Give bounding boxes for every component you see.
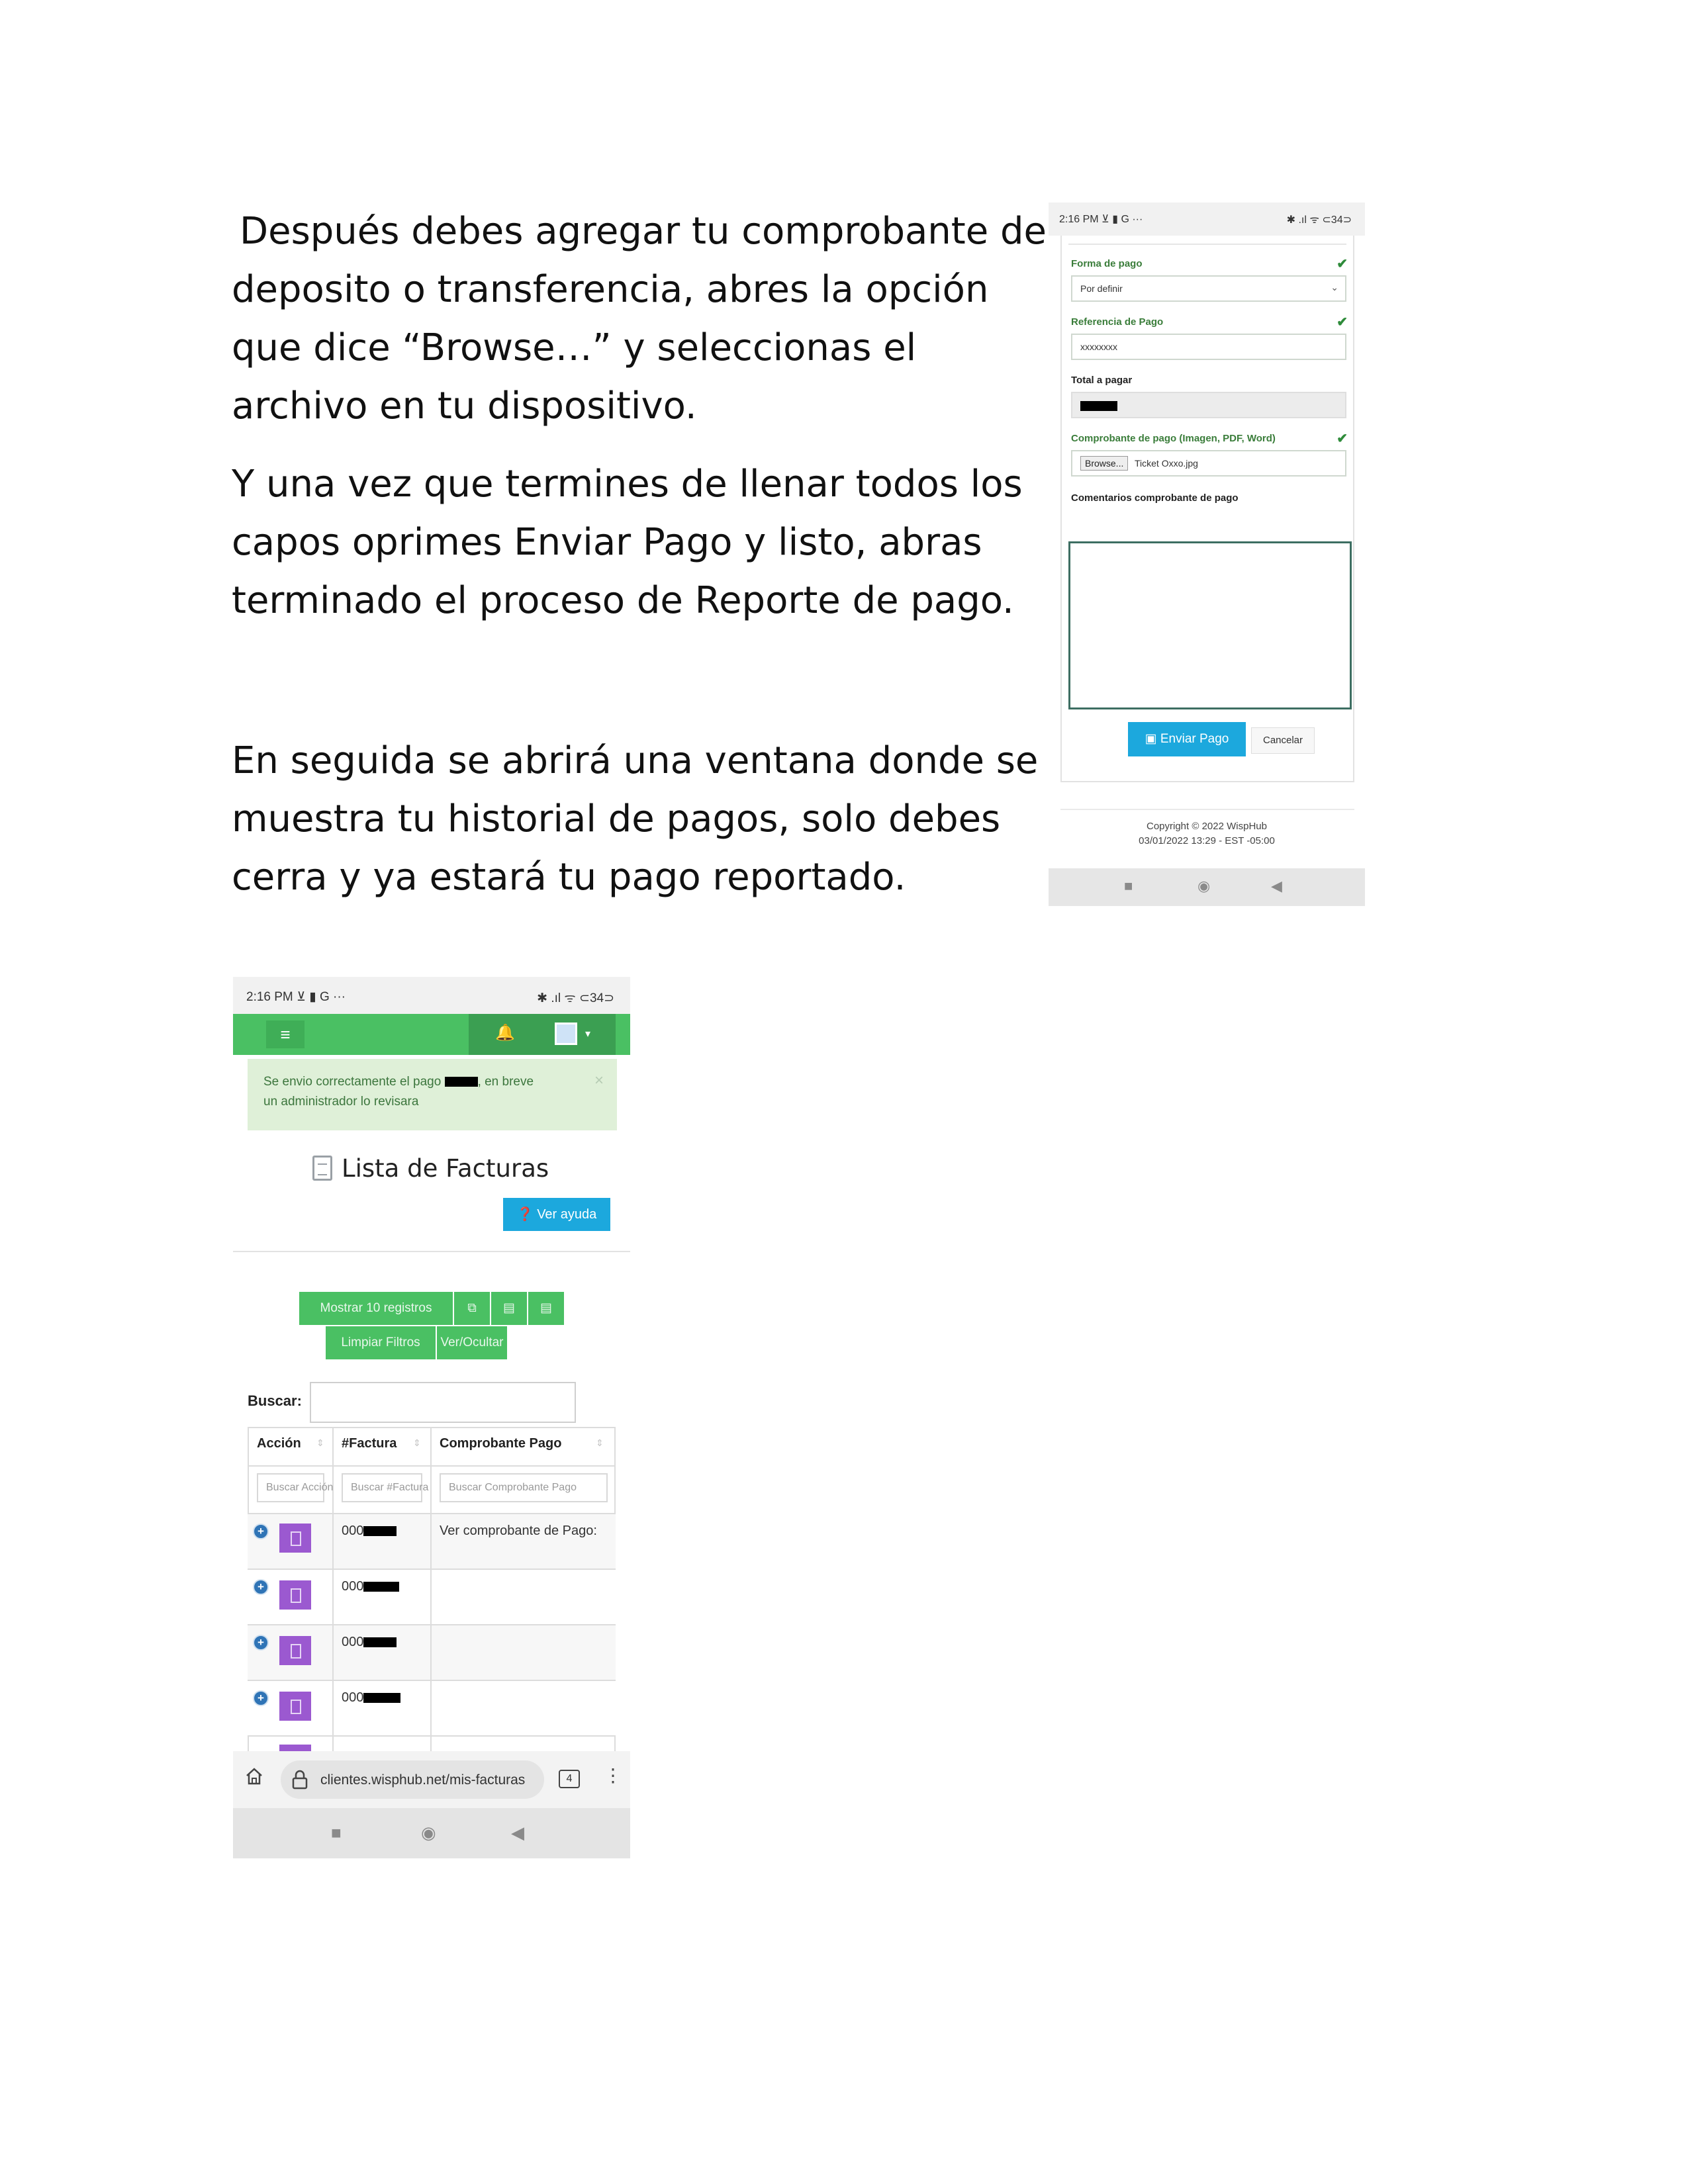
android-nav-bar — [233, 1808, 630, 1858]
sort-icon[interactable]: ⇕ — [596, 1437, 604, 1448]
caret-down-icon: ▾ — [585, 1028, 591, 1040]
payment-form-card — [1060, 236, 1354, 782]
alert-line-2: un administrador lo revisara — [263, 1095, 419, 1109]
sort-icon[interactable]: ⇕ — [413, 1437, 421, 1448]
save-icon: ▣ — [1145, 732, 1160, 746]
total-field — [1071, 392, 1346, 418]
receipt-label: Comprobante de pago (Imagen, PDF, Word) — [1071, 433, 1276, 444]
text-line: terminado el proceso de Reporte de pago. — [232, 579, 1014, 622]
pdf-icon[interactable]: ▤ — [528, 1292, 564, 1325]
invoice-document-icon[interactable] — [279, 1524, 311, 1553]
address-bar[interactable] — [281, 1760, 544, 1799]
invoice-prefix: 000 — [342, 1690, 364, 1705]
url-text: clientes.wisphub.net/mis-facturas — [320, 1772, 526, 1788]
filter-action-input[interactable]: Buscar Acción — [257, 1473, 324, 1502]
status-bar — [233, 977, 630, 1014]
comments-label: Comentarios comprobante de pago — [1071, 492, 1239, 504]
text-line: Después debes agregar tu comprobante de — [240, 210, 1047, 253]
receipt-file-input[interactable] — [1071, 450, 1346, 477]
receipt-link[interactable]: Ver comprobante de Pago: — [440, 1524, 597, 1538]
user-menu[interactable] — [541, 1014, 616, 1055]
table-border — [248, 1465, 616, 1467]
invoice-document-icon[interactable] — [279, 1692, 311, 1721]
redacted-invoice — [363, 1693, 400, 1703]
invoice-number — [342, 1635, 397, 1650]
instruction-paragraph-1 — [232, 203, 1047, 435]
browser-bar — [233, 1751, 630, 1808]
footer-copyright: Copyright © 2022 WispHub — [1147, 821, 1267, 832]
divider — [1060, 809, 1354, 810]
check-icon: ✔ — [1336, 315, 1348, 330]
send-payment-button[interactable] — [1128, 722, 1246, 756]
file-name: Ticket Oxxo.jpg — [1135, 458, 1198, 469]
help-button-label: Ver ayuda — [537, 1207, 597, 1222]
android-nav-bar — [1049, 868, 1365, 906]
text-line: capos oprimes Enviar Pago y listo, abras — [232, 521, 982, 564]
filter-invoice-input[interactable]: Buscar #Factura — [342, 1473, 422, 1502]
expand-row-icon[interactable]: + — [253, 1524, 269, 1539]
table-border — [248, 1427, 616, 1428]
filter-receipt-input[interactable]: Buscar Comprobante Pago — [440, 1473, 608, 1502]
show-hide-button[interactable]: Ver/Ocultar — [437, 1326, 507, 1359]
show-records-button[interactable]: Mostrar 10 registros — [299, 1292, 453, 1325]
payment-form-screenshot — [1049, 203, 1365, 906]
text-line: archivo en tu dispositivo. — [232, 385, 697, 428]
reference-label: Referencia de Pago — [1071, 316, 1164, 328]
nav-circle-icon[interactable]: ◉ — [1197, 878, 1211, 894]
invoice-number — [342, 1579, 399, 1594]
payment-method-label: Forma de pago — [1071, 258, 1143, 269]
text-line: Y una vez que termines de llenar todos los — [232, 463, 1023, 506]
help-button[interactable] — [503, 1198, 610, 1231]
menu-icon[interactable]: ≡ — [266, 1021, 305, 1048]
search-input[interactable] — [310, 1382, 576, 1423]
alert-line-1 — [263, 1072, 601, 1092]
bell-icon: 🔔 — [495, 1024, 515, 1042]
divider — [233, 1251, 630, 1252]
avatar — [555, 1023, 577, 1045]
payment-method-value: Por definir — [1080, 283, 1123, 294]
text-line: muestra tu historial de pagos, solo debes — [232, 797, 1001, 841]
table-border — [248, 1680, 616, 1681]
home-icon[interactable] — [245, 1767, 263, 1786]
table-border — [248, 1569, 616, 1570]
copy-icon[interactable]: ⧉ — [454, 1292, 490, 1325]
footer-datetime: 03/01/2022 13:29 - EST -05:00 — [1139, 835, 1275, 846]
reference-value: xxxxxxxx — [1080, 341, 1117, 352]
column-header-action[interactable]: Acción — [257, 1436, 301, 1451]
redacted-amount — [1080, 401, 1117, 411]
table-border — [332, 1514, 334, 1752]
app-top-bar — [233, 1014, 630, 1055]
text-line: deposito o transferencia, abres la opción — [232, 268, 989, 311]
close-icon[interactable]: × — [594, 1071, 604, 1089]
text-line: que dice “Browse…” y seleccionas el — [232, 326, 917, 369]
status-icons: ✱ .ıl ᯤ ⊂34⊃ — [1286, 214, 1352, 226]
comments-textarea[interactable] — [1068, 541, 1352, 709]
column-header-receipt[interactable]: Comprobante Pago — [440, 1436, 562, 1451]
question-icon: ❓ — [516, 1207, 534, 1222]
more-options-icon[interactable]: ⋮ — [604, 1765, 622, 1786]
reference-input[interactable] — [1071, 334, 1346, 360]
total-label: Total a pagar — [1071, 375, 1133, 386]
invoice-number — [342, 1524, 397, 1539]
text-line: En seguida se abrirá una ventana donde se — [232, 739, 1039, 782]
invoice-prefix: 000 — [342, 1579, 364, 1594]
clear-filters-button[interactable]: Limpiar Filtros — [326, 1326, 436, 1359]
alert-text: , en breve — [477, 1075, 534, 1089]
invoice-document-icon[interactable] — [279, 1580, 311, 1610]
table-border — [248, 1735, 616, 1737]
status-time: 2:16 PM ⊻ ▮ G ··· — [246, 990, 346, 1004]
excel-icon[interactable]: ▤ — [491, 1292, 527, 1325]
invoice-prefix: 000 — [342, 1635, 364, 1649]
alert-text: Se envio correctamente el pago — [263, 1075, 442, 1089]
redacted-payment-id — [445, 1077, 478, 1087]
check-icon: ✔ — [1336, 257, 1348, 271]
lock-icon — [291, 1770, 308, 1790]
nav-square-icon[interactable]: ■ — [331, 1823, 342, 1843]
table-border — [248, 1624, 616, 1625]
nav-square-icon[interactable]: ■ — [1124, 878, 1133, 894]
browse-button[interactable]: Browse... — [1080, 456, 1128, 471]
expand-row-icon[interactable]: + — [253, 1635, 269, 1651]
tabs-count-button[interactable]: 4 — [559, 1770, 580, 1788]
nav-back-icon[interactable]: ◀ — [511, 1823, 524, 1843]
text-line: cerra y ya estará tu pago reportado. — [232, 856, 906, 899]
sort-icon[interactable]: ⇕ — [316, 1437, 324, 1448]
status-time: 2:16 PM ⊻ ▮ G ··· — [1059, 214, 1143, 225]
invoice-prefix: 000 — [342, 1524, 364, 1538]
invoice-number — [342, 1690, 400, 1706]
divider — [1068, 244, 1346, 245]
nav-back-icon[interactable]: ◀ — [1271, 878, 1282, 894]
cancel-button[interactable]: Cancelar — [1251, 727, 1315, 754]
invoice-list-screenshot — [233, 977, 630, 1858]
redacted-invoice — [363, 1582, 399, 1592]
chevron-down-icon: ⌄ — [1331, 282, 1338, 293]
status-icons: ✱ .ıl ᯤ ⊂34⊃ — [537, 991, 614, 1005]
invoice-document-icon[interactable] — [279, 1636, 311, 1665]
notifications-button[interactable] — [469, 1014, 541, 1055]
redacted-invoice — [363, 1526, 397, 1536]
success-alert — [248, 1059, 617, 1130]
page-title: Lista de Facturas — [342, 1154, 549, 1183]
check-icon: ✔ — [1336, 432, 1348, 446]
instruction-paragraph-2 — [232, 455, 1026, 630]
redacted-invoice — [363, 1637, 397, 1647]
column-header-invoice[interactable]: #Factura — [342, 1436, 397, 1451]
payment-method-select[interactable] — [1071, 275, 1346, 302]
expand-row-icon[interactable]: + — [253, 1579, 269, 1595]
document-icon — [312, 1156, 332, 1181]
search-label: Buscar: — [248, 1392, 302, 1409]
instruction-paragraph-3 — [232, 732, 1039, 907]
table-border — [430, 1514, 432, 1752]
status-bar — [1049, 203, 1365, 236]
nav-circle-icon[interactable]: ◉ — [421, 1823, 436, 1843]
expand-row-icon[interactable]: + — [253, 1690, 269, 1706]
send-payment-label: Enviar Pago — [1160, 732, 1229, 746]
